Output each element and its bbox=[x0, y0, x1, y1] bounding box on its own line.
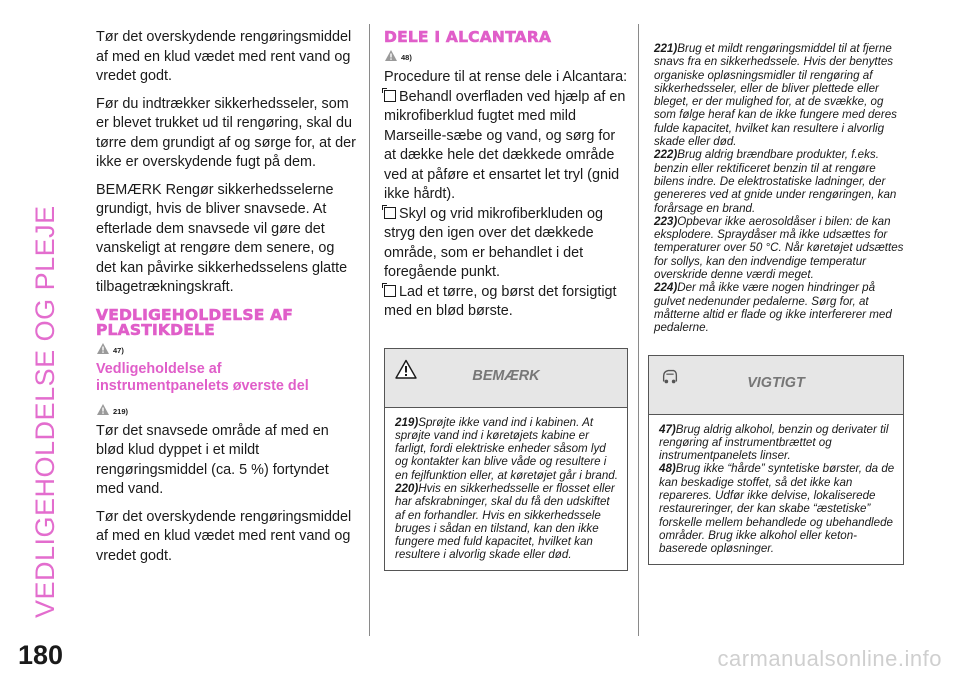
paragraph: Tør det snavsede område af med en blød klud dyppet i et mildt rengøringsmiddel (ca. 5 %) fortyndet med vand. bbox=[96, 422, 329, 497]
important-box bbox=[648, 355, 904, 565]
checkbox-bullet-icon bbox=[384, 207, 396, 219]
column-2 bbox=[384, 28, 630, 571]
note-item: 224)Der må ikke være nogen hindringer på gulvet nedenunder pedalerne. Sørg for, at måtterne altid er flade og ikke interfererer med pedalerne. bbox=[654, 281, 892, 335]
note-item: 223)Opbevar ikke aerosoldåser i bilen: de kan eksplodere. Spraydåser må ikke udsættes for temperaturer over 50 °C. Når køretøjet udsættes for sollys, kan den indvendige temperatur overskride denne værdi meget. bbox=[654, 214, 904, 282]
column-3 bbox=[648, 28, 904, 565]
note-box bbox=[384, 348, 628, 571]
procedure-step: Lad et tørre, og børst det forsigtigt med en blød børste. bbox=[384, 283, 617, 319]
important-box-body bbox=[649, 415, 903, 564]
warning-reference: 47) bbox=[96, 342, 358, 355]
paragraph: Før du indtrækker sikkerhedsseler, som er blevet trukket ud til rengøring, skal du tørre dem grundigt af og sørge for, at der ikke er overskydende fugt på dem. bbox=[96, 95, 356, 170]
note-item: 220)Hvis en sikkerhedsselle er flosset eller har afskrabninger, skal du få den udskiftet af en forhandler. Hvis en sikkerhedssele bruges i sådan en tilstand, kan den ikke fungere med fuld kapacitet, hvilket kan resultere i alvorlig skade eller død. bbox=[395, 481, 615, 562]
checkbox-bullet-icon bbox=[384, 285, 396, 297]
note-item: 47)Brug aldrig alkohol, benzin og derivater til rengøring af instrumentbrættet og instrumentpanelets linser. bbox=[659, 422, 889, 463]
paragraph: Tør det overskydende rengøringsmiddel af med en klud vædet med rent vand og vredet godt. bbox=[96, 508, 352, 564]
page-number: 180 bbox=[18, 640, 64, 670]
section-heading: VEDLIGEHOLDELSE AF PLASTIKDELE bbox=[96, 305, 294, 339]
column-divider bbox=[369, 24, 370, 636]
procedure-step: Behandl overfladen ved hjælp af en mikrofiberklud fugtet med mild Marseille-sæbe og vand, og sørg for at dække hele det dækkede område ved at påføre et ensartet let tryl (gnid ikke hårdt). bbox=[384, 88, 626, 202]
intro-text: Procedure til at rense dele i Alcantara: bbox=[384, 69, 628, 85]
note-item: 48)Brug ikke “hårde” syntetiske børster, da de kan beskadige stoffet, så det ikke kan repareres. Udfør ikke delvise, lokaliserede restaureringer, der kan skabe “æstetiske” forskelle mellem behandlede og ubehandlede områder. Brug ikke alkohol eller keton-baserede opløsninger. bbox=[659, 462, 895, 556]
important-box-title: VIGTIGT bbox=[747, 374, 805, 391]
note-box-title: BEMÆRK bbox=[472, 367, 540, 384]
important-box-header bbox=[649, 356, 903, 415]
note-item: 219)Sprøjte ikke vand ind i kabinen. At sprøjte vand ind i køretøjets kabine er farligt, fordi elektriske enheder såsom lyd og kontakter kan blive våde og resultere i en fejlfunktion eller, at køretøjet går i brand. bbox=[395, 415, 618, 482]
column-1 bbox=[96, 28, 358, 574]
checkbox-bullet-icon bbox=[384, 90, 396, 102]
notes-continued bbox=[648, 42, 904, 335]
watermark: carmanualsonline.info bbox=[717, 646, 942, 671]
note-box-body bbox=[385, 408, 627, 570]
note-item: 222)Brug aldrig brændbare produkter, f.eks. benzin eller rektificeret benzin til at rengøre bilens indre. De elektrostatiske ladninger, der genereres ved at gnide under rengøringen, kan forårsage en brand. bbox=[654, 148, 897, 215]
warning-triangle-icon bbox=[96, 403, 110, 416]
paragraph: Tør det overskydende rengøringsmiddel af med en klud vædet med rent vand og vredet godt. bbox=[96, 29, 352, 84]
column-divider bbox=[638, 24, 639, 636]
warning-triangle-icon bbox=[96, 342, 110, 355]
warning-reference: 48) bbox=[384, 49, 630, 62]
paragraph: BEMÆRK Rengør sikkerhedsselerne grundigt, hvis de bliver snavsede. At efterlade dem snavsede vil gøre det vanskeligt at rengøre dem senere, og det kan påvirke sikkerhedsselens glatte tilbagetrækningskraft. bbox=[96, 181, 348, 295]
note-item: 221)Brug et mildt rengøringsmiddel til at fjerne snavs fra en sikkerhedssele. Hvis der benyttes organiske opløsningsmidler til rengøring af sikkerhedsseler, eller de bliver plettede eller bleget, er der mulighed for, at de svække, og som følge heraf kan de ikke fungere med deres fulde kapacitet, hvilket kan resultere i alvorlig skade eller død. bbox=[654, 42, 897, 149]
warning-triangle-icon bbox=[384, 49, 398, 62]
section-heading: DELE I ALCANTARA bbox=[384, 28, 552, 46]
procedure-step: Skyl og vrid mikrofiberkluden og stryg den igen over det dækkede område, som er behandlet i det foregående punkt. bbox=[384, 205, 603, 280]
note-box-header bbox=[385, 349, 627, 408]
subheading: Vedligeholdelse af instrumentpanelets øverste del bbox=[96, 360, 309, 394]
warning-reference: 219) bbox=[96, 403, 358, 416]
